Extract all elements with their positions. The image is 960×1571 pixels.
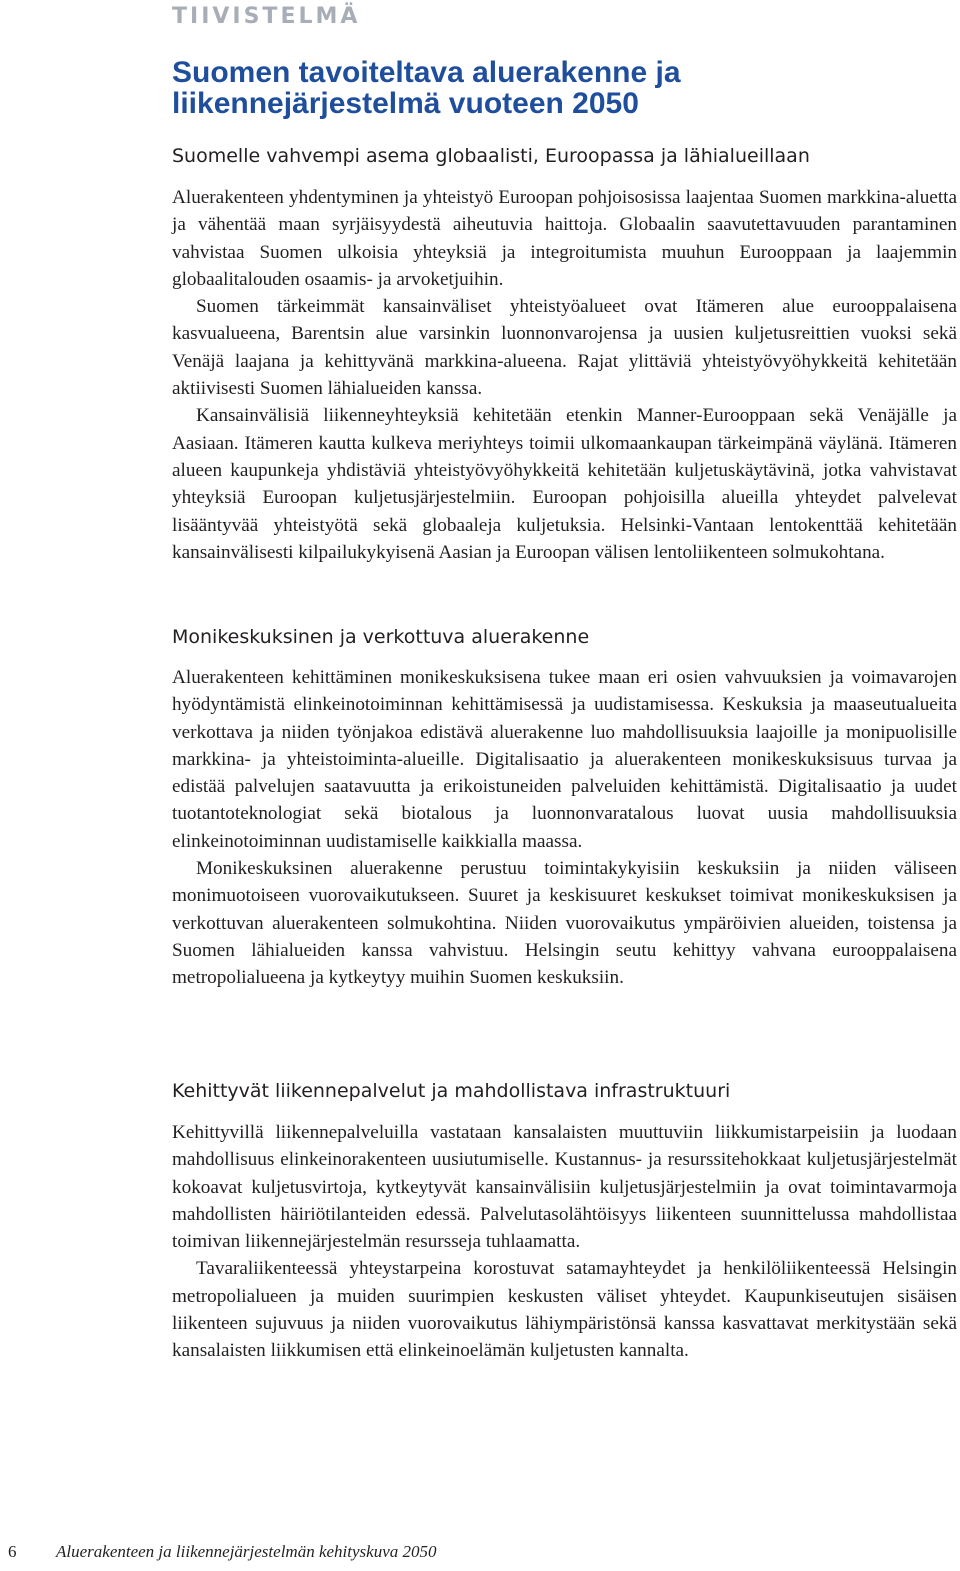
section-label: TIIVISTELMÄ bbox=[172, 4, 361, 29]
body-paragraph: Suomen tärkeimmät kansainväliset yhteistyöalueet ovat Itämeren alue eurooppalaisena kasvualueena, Barentsin alue varsinkin luonnonvarojensa ja uusien kuljetusreittien vuoksi sekä Venäjä laajana ja kehittyvänä markkina-alueena. Rajat ylittäviä yhteistyövyöhykkeitä kehitetään aktiivisesti Suomen lähialueiden kanssa. bbox=[172, 296, 957, 400]
body-paragraph: Monikeskuksinen aluerakenne perustuu toimintakykyisiin keskuksiin ja niiden väliseen monimuotoiseen vuorovaikutukseen. Suuret ja keskisuuret keskukset toimivat monikeskuksisen ja verkottuvan aluerakenteen solmukohtina. Niiden vuorovaikutus ympäröivien alueiden, toistensa ja Suomen lähialueiden kanssa vahvistuu. Helsingin seutu kehittyy vahvana eurooppalaisena metropolialueena ja kytkeytyy muihin Suomen keskuksiin. bbox=[172, 858, 957, 989]
page-number: 6 bbox=[8, 1542, 17, 1561]
body-paragraph: Kehittyvillä liikennepalveluilla vastataan kansalaisten muuttuviin liikkumistarpeisiin ja luodaan mahdollisuus elinkeinorakenteen uusiutumiselle. Kustannus- ja resurssitehokkaat kuljetusjärjestelmät kokoavat kuljetusvirtoja, kytkeytyvät kansainvälisiin kuljetusjärjestelmiin ja ovat toimintavarmoja mahdollisten häiriötilanteiden edessä. Palvelutasolähtöisyys liikenteen suunnittelussa mahdollistaa toimivan liikennejärjestelmän resursseja tuhlaamatta. bbox=[172, 1122, 957, 1253]
section-body-1 bbox=[172, 184, 957, 566]
section-body-3 bbox=[172, 1119, 957, 1365]
section-body-2 bbox=[172, 664, 957, 992]
section-heading-1: Suomelle vahvempi asema globaalisti, Euroopassa ja lähialueillaan bbox=[172, 145, 810, 167]
page-footer bbox=[0, 1540, 960, 1571]
publication-title: Aluerakenteen ja liikennejärjestelmän kehityskuva 2050 bbox=[56, 1542, 437, 1561]
body-paragraph: Aluerakenteen yhdentyminen ja yhteistyö Euroopan pohjoisosissa laajentaa Suomen markkina-aluetta ja vähentää maan syrjäisyydestä aiheutuvia haittoja. Globaalin saavutettavuuden parantaminen vahvistaa Suomen ulkoisia yhteyksiä ja integroitumista muuhun Eurooppaan ja laajemmin globaalitalouden osaamis- ja arvoketjuihin. bbox=[172, 187, 957, 290]
main-title: Suomen tavoiteltava aluerakenne ja liikennejärjestelmä vuoteen 2050 bbox=[172, 56, 681, 120]
body-paragraph: Tavaraliikenteessä yhteystarpeina korostuvat satamayhteydet ja henkilöliikenteessä Helsingin metropolialueen ja muiden suurimpien keskusten väliset yhteydet. Kaupunkiseutujen sisäisen liikenteen sujuvuus ja niiden vuorovaikutus lähiympäristönsä kanssa kasvattavat merkitystään sekä kansalaisten liikkumisen että elinkeinoelämän kuljetusten kannalta. bbox=[172, 1258, 957, 1362]
section-heading-3: Kehittyvät liikennepalvelut ja mahdollistava infrastruktuuri bbox=[172, 1080, 731, 1102]
body-paragraph: Aluerakenteen kehittäminen monikeskuksisena tukee maan eri osien vahvuuksien ja voimavarojen hyödyntämistä elinkeinotoiminnan kehittämisessä ja uudistamisessa. Keskuksia ja maaseutualueita verkottava ja niiden työnjakoa edistävä aluerakenne luo mahdollisuuksia laajoille ja monipuolisille markkina- ja yhteistoiminta-alueille. Digitalisaatio ja aluerakenteen monikeskuksisuus turvaa ja edistää palvelujen saatavuutta ja erikoistuneiden palveluiden kehittämistä. Digitalisaatio ja uudet tuotantoteknologiat sekä biotalous ja luonnonvaratalous luovat uusia mahdollisuuksia elinkeinotoiminnan uudistamiselle kaikkialla maassa. bbox=[172, 667, 957, 852]
section-heading-2: Monikeskuksinen ja verkottuva aluerakenne bbox=[172, 626, 590, 648]
body-paragraph: Kansainvälisiä liikenneyhteyksiä kehitetään etenkin Manner-Eurooppaan sekä Venäjälle ja Aasiaan. Itämeren kautta kulkeva meriyhteys toimii ulkomaankaupan tärkeimpänä väylänä. Itämeren alueen kaupunkeja yhdistäviä yhteistyövyöhykkeitä kehitetään kuljetuskäytävinä, jotka vahvistavat yhteyksiä Euroopan kuljetusjärjestelmiin. Euroopan pohjoisilla alueilla yhteydet palvelevat lisääntyvää yhteistyötä sekä globaaleja kuljetuksia. Helsinki-Vantaan lentokenttää kehitetään kansainvälisesti kilpailukykyisenä Aasian ja Euroopan välisen lentoliikenteen solmukohtana. bbox=[172, 405, 957, 563]
